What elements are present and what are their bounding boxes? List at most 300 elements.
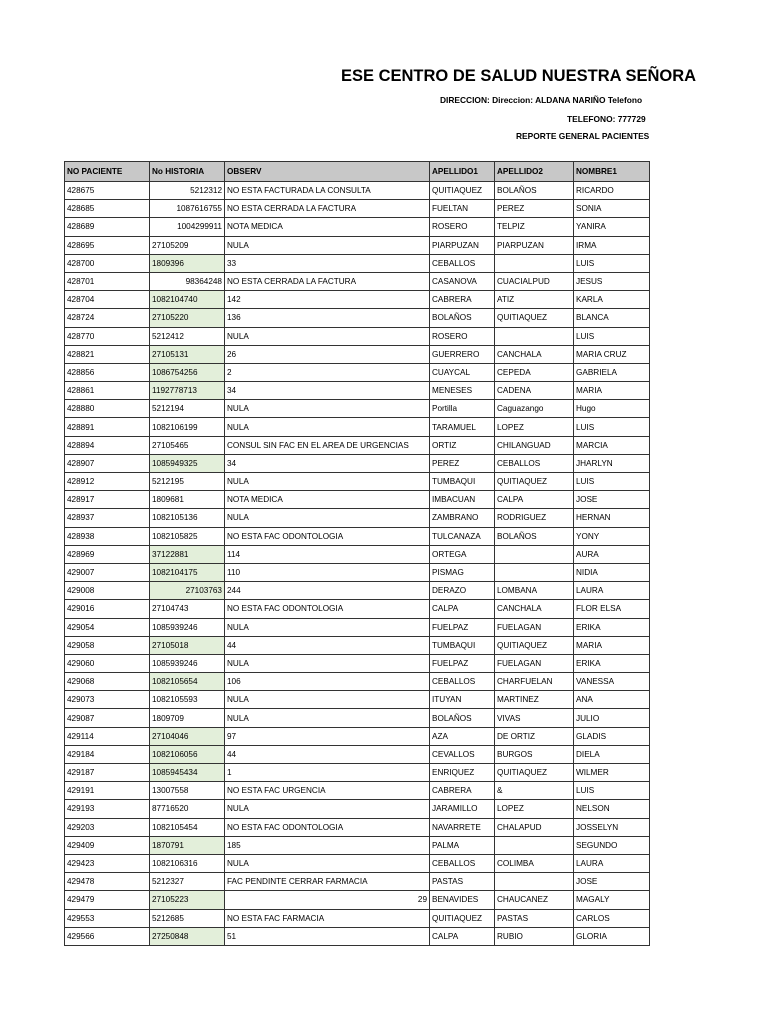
- cell-apellido1: PISMAG: [430, 563, 495, 581]
- table-row: [65, 563, 650, 581]
- patients-table: [64, 161, 650, 946]
- cell-no-historia: 27105223: [150, 891, 225, 909]
- cell-observ: 1: [225, 764, 430, 782]
- cell-apellido2: PASTAS: [495, 909, 574, 927]
- table-row: [65, 327, 650, 345]
- cell-observ: NULA: [225, 509, 430, 527]
- cell-apellido2: PEREZ: [495, 200, 574, 218]
- cell-no-paciente: 428969: [65, 545, 150, 563]
- cell-observ: NULA: [225, 800, 430, 818]
- table-row: [65, 673, 650, 691]
- col-header-apellido2: APELLIDO2: [495, 162, 574, 182]
- cell-apellido1: CABRERA: [430, 782, 495, 800]
- cell-nombre1: KARLA: [574, 291, 650, 309]
- cell-apellido1: FUELPAZ: [430, 618, 495, 636]
- cell-no-paciente: 429114: [65, 727, 150, 745]
- cell-no-paciente: 428685: [65, 200, 150, 218]
- cell-apellido2: Caguazango: [495, 400, 574, 418]
- cell-observ: 34: [225, 382, 430, 400]
- cell-apellido1: IMBACUAN: [430, 491, 495, 509]
- cell-apellido2: QUITIAQUEZ: [495, 473, 574, 491]
- cell-nombre1: GABRIELA: [574, 363, 650, 381]
- table-row: [65, 509, 650, 527]
- cell-no-paciente: 428821: [65, 345, 150, 363]
- table-header-row: [65, 162, 650, 182]
- cell-apellido1: FUELPAZ: [430, 654, 495, 672]
- cell-apellido2: QUITIAQUEZ: [495, 764, 574, 782]
- cell-nombre1: MARCIA: [574, 436, 650, 454]
- cell-nombre1: LUIS: [574, 782, 650, 800]
- cell-observ: CONSUL SIN FAC EN EL AREA DE URGENCIAS: [225, 436, 430, 454]
- cell-observ: NO ESTA FAC FARMACIA: [225, 909, 430, 927]
- cell-apellido1: CALPA: [430, 600, 495, 618]
- address-line: DIRECCION: Direccion: ALDANA NARIÑO Telefono: [440, 95, 643, 105]
- cell-nombre1: HERNAN: [574, 509, 650, 527]
- cell-apellido1: DERAZO: [430, 582, 495, 600]
- cell-no-paciente: 428695: [65, 236, 150, 254]
- cell-nombre1: YONY: [574, 527, 650, 545]
- cell-no-paciente: 428724: [65, 309, 150, 327]
- table-row: [65, 764, 650, 782]
- cell-no-historia: 27104046: [150, 727, 225, 745]
- col-header-no-historia: No HISTORIA: [150, 162, 225, 182]
- cell-nombre1: JHARLYN: [574, 454, 650, 472]
- cell-observ: 26: [225, 345, 430, 363]
- cell-apellido1: ORTIZ: [430, 436, 495, 454]
- cell-apellido1: BOLAÑOS: [430, 709, 495, 727]
- cell-apellido1: CEBALLOS: [430, 254, 495, 272]
- cell-apellido1: NAVARRETE: [430, 818, 495, 836]
- cell-observ: NULA: [225, 236, 430, 254]
- table-row: [65, 618, 650, 636]
- cell-nombre1: BLANCA: [574, 309, 650, 327]
- table-row: [65, 691, 650, 709]
- cell-observ: 106: [225, 673, 430, 691]
- cell-apellido1: CASANOVA: [430, 272, 495, 290]
- cell-observ: 114: [225, 545, 430, 563]
- cell-apellido2: VIVAS: [495, 709, 574, 727]
- cell-apellido2: CEPEDA: [495, 363, 574, 381]
- cell-observ: NO ESTA FAC ODONTOLOGIA: [225, 527, 430, 545]
- cell-no-historia: 1870791: [150, 836, 225, 854]
- cell-observ: NULA: [225, 473, 430, 491]
- table-row: [65, 236, 650, 254]
- table-row: [65, 800, 650, 818]
- table-body: [65, 182, 650, 946]
- cell-apellido1: CUAYCAL: [430, 363, 495, 381]
- cell-nombre1: IRMA: [574, 236, 650, 254]
- cell-no-historia: 27105018: [150, 636, 225, 654]
- cell-no-historia: 5212685: [150, 909, 225, 927]
- table-row: [65, 727, 650, 745]
- cell-no-paciente: 429423: [65, 854, 150, 872]
- table-row: [65, 709, 650, 727]
- cell-observ: NOTA MEDICA: [225, 491, 430, 509]
- cell-apellido2: LOPEZ: [495, 418, 574, 436]
- cell-nombre1: MAGALY: [574, 891, 650, 909]
- cell-apellido2: CHALAPUD: [495, 818, 574, 836]
- cell-no-paciente: 429087: [65, 709, 150, 727]
- cell-no-historia: 27103763: [150, 582, 225, 600]
- cell-no-paciente: 428689: [65, 218, 150, 236]
- cell-observ: 97: [225, 727, 430, 745]
- cell-no-paciente: 428917: [65, 491, 150, 509]
- cell-observ: 185: [225, 836, 430, 854]
- cell-nombre1: LAURA: [574, 582, 650, 600]
- cell-apellido2: DE ORTIZ: [495, 727, 574, 745]
- cell-no-historia: 37122881: [150, 545, 225, 563]
- cell-no-historia: 1192778713: [150, 382, 225, 400]
- table-row: [65, 254, 650, 272]
- table-row: [65, 382, 650, 400]
- cell-no-historia: 1809681: [150, 491, 225, 509]
- cell-no-historia: 1082106316: [150, 854, 225, 872]
- cell-apellido1: TARAMUEL: [430, 418, 495, 436]
- cell-apellido2: QUITIAQUEZ: [495, 636, 574, 654]
- cell-apellido2: BURGOS: [495, 745, 574, 763]
- cell-no-historia: 1082106199: [150, 418, 225, 436]
- table-row: [65, 200, 650, 218]
- cell-no-historia: 5212327: [150, 873, 225, 891]
- cell-no-paciente: 428861: [65, 382, 150, 400]
- cell-no-paciente: 429566: [65, 927, 150, 945]
- table-row: [65, 636, 650, 654]
- cell-no-paciente: 428907: [65, 454, 150, 472]
- cell-no-historia: 27104743: [150, 600, 225, 618]
- cell-nombre1: VANESSA: [574, 673, 650, 691]
- table-row: [65, 582, 650, 600]
- cell-apellido2: [495, 563, 574, 581]
- cell-no-paciente: 428937: [65, 509, 150, 527]
- cell-no-historia: 1004299911: [150, 218, 225, 236]
- cell-no-paciente: 429068: [65, 673, 150, 691]
- cell-no-historia: 1082105593: [150, 691, 225, 709]
- cell-no-paciente: 429191: [65, 782, 150, 800]
- cell-observ: NULA: [225, 691, 430, 709]
- cell-no-paciente: 428675: [65, 182, 150, 200]
- cell-apellido1: MENESES: [430, 382, 495, 400]
- cell-observ: 244: [225, 582, 430, 600]
- cell-nombre1: ERIKA: [574, 654, 650, 672]
- col-header-apellido1: APELLIDO1: [430, 162, 495, 182]
- cell-apellido2: CUACIALPUD: [495, 272, 574, 290]
- cell-nombre1: MARIA CRUZ: [574, 345, 650, 363]
- cell-no-paciente: 428880: [65, 400, 150, 418]
- table-row: [65, 891, 650, 909]
- cell-observ: NULA: [225, 418, 430, 436]
- cell-apellido2: [495, 873, 574, 891]
- cell-apellido1: TUMBAQUI: [430, 636, 495, 654]
- cell-no-historia: 1082105136: [150, 509, 225, 527]
- report-subtitle: REPORTE GENERAL PACIENTES: [516, 131, 650, 141]
- cell-apellido2: &: [495, 782, 574, 800]
- cell-apellido2: CANCHALA: [495, 345, 574, 363]
- cell-no-paciente: 429073: [65, 691, 150, 709]
- cell-apellido2: PIARPUZAN: [495, 236, 574, 254]
- cell-no-historia: 5212312: [150, 182, 225, 200]
- cell-apellido1: FUELTAN: [430, 200, 495, 218]
- cell-apellido1: ORTEGA: [430, 545, 495, 563]
- cell-no-historia: 1082104740: [150, 291, 225, 309]
- cell-apellido1: PALMA: [430, 836, 495, 854]
- table-row: [65, 782, 650, 800]
- cell-apellido1: Portilla: [430, 400, 495, 418]
- cell-no-historia: 1809396: [150, 254, 225, 272]
- cell-observ: NULA: [225, 618, 430, 636]
- table-row: [65, 527, 650, 545]
- table-row: [65, 854, 650, 872]
- cell-no-historia: 1082105454: [150, 818, 225, 836]
- cell-nombre1: ERIKA: [574, 618, 650, 636]
- cell-no-historia: 27250848: [150, 927, 225, 945]
- cell-no-historia: 1085939246: [150, 618, 225, 636]
- table-row: [65, 473, 650, 491]
- cell-observ: NULA: [225, 400, 430, 418]
- cell-no-historia: 27105465: [150, 436, 225, 454]
- table-row: [65, 836, 650, 854]
- cell-apellido2: CHAUCANEZ: [495, 891, 574, 909]
- cell-no-paciente: 428894: [65, 436, 150, 454]
- cell-apellido2: [495, 327, 574, 345]
- cell-nombre1: Hugo: [574, 400, 650, 418]
- cell-observ: 142: [225, 291, 430, 309]
- cell-nombre1: JULIO: [574, 709, 650, 727]
- cell-apellido1: GUERRERO: [430, 345, 495, 363]
- cell-apellido2: COLIMBA: [495, 854, 574, 872]
- cell-apellido1: ITUYAN: [430, 691, 495, 709]
- cell-nombre1: FLOR ELSA: [574, 600, 650, 618]
- cell-apellido2: [495, 545, 574, 563]
- table-row: [65, 363, 650, 381]
- col-header-observ: OBSERV: [225, 162, 430, 182]
- cell-nombre1: WILMER: [574, 764, 650, 782]
- cell-nombre1: LAURA: [574, 854, 650, 872]
- table-row: [65, 545, 650, 563]
- cell-apellido1: BOLAÑOS: [430, 309, 495, 327]
- cell-apellido2: CANCHALA: [495, 600, 574, 618]
- table-row: [65, 309, 650, 327]
- report-title: ESE CENTRO DE SALUD NUESTRA SEÑORA: [341, 67, 697, 85]
- cell-no-historia: 1085949325: [150, 454, 225, 472]
- cell-no-paciente: 429193: [65, 800, 150, 818]
- cell-no-historia: 5212412: [150, 327, 225, 345]
- cell-observ: 2: [225, 363, 430, 381]
- cell-nombre1: LUIS: [574, 418, 650, 436]
- cell-observ: 34: [225, 454, 430, 472]
- cell-no-historia: 1082105825: [150, 527, 225, 545]
- table-row: [65, 218, 650, 236]
- cell-nombre1: JOSSELYN: [574, 818, 650, 836]
- cell-apellido1: PASTAS: [430, 873, 495, 891]
- table-row: [65, 272, 650, 290]
- cell-no-paciente: 429016: [65, 600, 150, 618]
- col-header-nombre1: NOMBRE1: [574, 162, 650, 182]
- table-row: [65, 818, 650, 836]
- cell-no-historia: 27105131: [150, 345, 225, 363]
- cell-no-historia: 1085945434: [150, 764, 225, 782]
- cell-nombre1: RICARDO: [574, 182, 650, 200]
- cell-no-paciente: 428701: [65, 272, 150, 290]
- cell-apellido1: QUITIAQUEZ: [430, 909, 495, 927]
- cell-apellido2: CEBALLOS: [495, 454, 574, 472]
- col-header-no-paciente: NO PACIENTE: [65, 162, 150, 182]
- cell-observ: NULA: [225, 854, 430, 872]
- cell-observ: NULA: [225, 327, 430, 345]
- cell-observ: 44: [225, 745, 430, 763]
- cell-no-paciente: 429184: [65, 745, 150, 763]
- cell-observ: NO ESTA FAC URGENCIA: [225, 782, 430, 800]
- cell-apellido2: LOPEZ: [495, 800, 574, 818]
- cell-no-paciente: 429008: [65, 582, 150, 600]
- cell-apellido2: CADENA: [495, 382, 574, 400]
- cell-no-paciente: 429060: [65, 654, 150, 672]
- cell-apellido1: ZAMBRANO: [430, 509, 495, 527]
- cell-apellido1: CEBALLOS: [430, 854, 495, 872]
- cell-nombre1: NELSON: [574, 800, 650, 818]
- cell-no-historia: 13007558: [150, 782, 225, 800]
- cell-apellido2: LOMBANA: [495, 582, 574, 600]
- cell-observ: NULA: [225, 709, 430, 727]
- cell-no-paciente: 429187: [65, 764, 150, 782]
- cell-apellido1: CEVALLOS: [430, 745, 495, 763]
- table-row: [65, 745, 650, 763]
- cell-observ: NO ESTA CERRADA LA FACTURA: [225, 272, 430, 290]
- cell-observ: 33: [225, 254, 430, 272]
- cell-nombre1: NIDIA: [574, 563, 650, 581]
- cell-nombre1: JOSE: [574, 873, 650, 891]
- cell-nombre1: MARIA: [574, 382, 650, 400]
- cell-apellido2: CALPA: [495, 491, 574, 509]
- cell-apellido2: RODRIGUEZ: [495, 509, 574, 527]
- cell-apellido1: PEREZ: [430, 454, 495, 472]
- cell-observ: NULA: [225, 654, 430, 672]
- cell-apellido2: FUELAGAN: [495, 618, 574, 636]
- cell-apellido1: ROSERO: [430, 327, 495, 345]
- cell-apellido2: [495, 254, 574, 272]
- cell-no-historia: 1085939246: [150, 654, 225, 672]
- table-row: [65, 291, 650, 309]
- table-row: [65, 654, 650, 672]
- cell-observ: NO ESTA FAC ODONTOLOGIA: [225, 600, 430, 618]
- cell-no-historia: 1082105654: [150, 673, 225, 691]
- table-row: [65, 436, 650, 454]
- cell-apellido1: PIARPUZAN: [430, 236, 495, 254]
- cell-apellido2: QUITIAQUEZ: [495, 309, 574, 327]
- cell-observ: NO ESTA CERRADA LA FACTURA: [225, 200, 430, 218]
- cell-nombre1: GLORIA: [574, 927, 650, 945]
- cell-apellido1: TULCANAZA: [430, 527, 495, 545]
- cell-observ: NOTA MEDICA: [225, 218, 430, 236]
- cell-apellido1: TUMBAQUI: [430, 473, 495, 491]
- cell-nombre1: JESUS: [574, 272, 650, 290]
- table-row: [65, 927, 650, 945]
- table-row: [65, 909, 650, 927]
- cell-no-historia: 1087616755: [150, 200, 225, 218]
- cell-nombre1: CARLOS: [574, 909, 650, 927]
- cell-no-paciente: 429058: [65, 636, 150, 654]
- cell-nombre1: AURA: [574, 545, 650, 563]
- cell-no-paciente: 428700: [65, 254, 150, 272]
- cell-nombre1: SONIA: [574, 200, 650, 218]
- cell-no-paciente: 429409: [65, 836, 150, 854]
- cell-no-historia: 1082104175: [150, 563, 225, 581]
- cell-no-historia: 1082106056: [150, 745, 225, 763]
- cell-apellido2: BOLAÑOS: [495, 182, 574, 200]
- cell-apellido2: FUELAGAN: [495, 654, 574, 672]
- cell-no-paciente: 428891: [65, 418, 150, 436]
- cell-observ: NO ESTA FAC ODONTOLOGIA: [225, 818, 430, 836]
- cell-no-paciente: 429479: [65, 891, 150, 909]
- cell-observ: FAC PENDINTE CERRAR FARMACIA: [225, 873, 430, 891]
- cell-nombre1: DIELA: [574, 745, 650, 763]
- cell-no-historia: 5212195: [150, 473, 225, 491]
- cell-observ: 110: [225, 563, 430, 581]
- cell-apellido2: TELPIZ: [495, 218, 574, 236]
- cell-no-paciente: 429007: [65, 563, 150, 581]
- cell-apellido1: CABRERA: [430, 291, 495, 309]
- cell-no-paciente: 429478: [65, 873, 150, 891]
- table-row: [65, 182, 650, 200]
- cell-no-historia: 1809709: [150, 709, 225, 727]
- phone-line: TELEFONO: 777729: [567, 114, 646, 124]
- cell-no-paciente: 429054: [65, 618, 150, 636]
- cell-apellido2: CHARFUELAN: [495, 673, 574, 691]
- cell-apellido1: AZA: [430, 727, 495, 745]
- cell-no-paciente: 428938: [65, 527, 150, 545]
- cell-apellido1: ROSERO: [430, 218, 495, 236]
- table-row: [65, 345, 650, 363]
- cell-no-paciente: 428704: [65, 291, 150, 309]
- cell-no-paciente: 428856: [65, 363, 150, 381]
- table-row: [65, 491, 650, 509]
- cell-nombre1: JOSE: [574, 491, 650, 509]
- cell-observ: 44: [225, 636, 430, 654]
- cell-nombre1: LUIS: [574, 254, 650, 272]
- cell-apellido1: BENAVIDES: [430, 891, 495, 909]
- cell-no-historia: 98364248: [150, 272, 225, 290]
- cell-apellido2: BOLAÑOS: [495, 527, 574, 545]
- cell-no-historia: 27105220: [150, 309, 225, 327]
- cell-apellido2: ATIZ: [495, 291, 574, 309]
- cell-no-paciente: 428912: [65, 473, 150, 491]
- cell-no-paciente: 428770: [65, 327, 150, 345]
- cell-no-historia: 1086754256: [150, 363, 225, 381]
- cell-apellido2: RUBIO: [495, 927, 574, 945]
- cell-no-historia: 5212194: [150, 400, 225, 418]
- cell-apellido2: CHILANGUAD: [495, 436, 574, 454]
- table-row: [65, 418, 650, 436]
- cell-observ: 29: [225, 891, 430, 909]
- cell-observ: 136: [225, 309, 430, 327]
- cell-nombre1: MARIA: [574, 636, 650, 654]
- table-row: [65, 873, 650, 891]
- table-row: [65, 600, 650, 618]
- cell-observ: 51: [225, 927, 430, 945]
- table-row: [65, 400, 650, 418]
- cell-nombre1: YANIRA: [574, 218, 650, 236]
- cell-apellido1: JARAMILLO: [430, 800, 495, 818]
- cell-nombre1: SEGUNDO: [574, 836, 650, 854]
- cell-nombre1: GLADIS: [574, 727, 650, 745]
- cell-nombre1: ANA: [574, 691, 650, 709]
- cell-no-paciente: 429553: [65, 909, 150, 927]
- cell-apellido1: QUITIAQUEZ: [430, 182, 495, 200]
- cell-nombre1: LUIS: [574, 327, 650, 345]
- cell-apellido2: [495, 836, 574, 854]
- cell-no-paciente: 429203: [65, 818, 150, 836]
- cell-no-historia: 27105209: [150, 236, 225, 254]
- cell-nombre1: LUIS: [574, 473, 650, 491]
